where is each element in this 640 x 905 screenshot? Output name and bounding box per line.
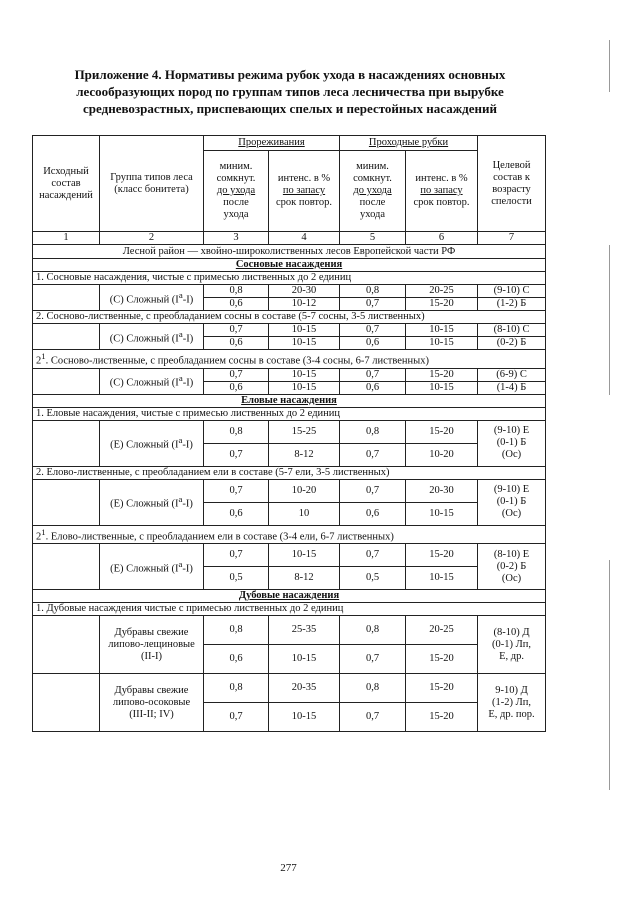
value-cell: 10-15 <box>269 703 340 732</box>
value-cell: 10-15 <box>406 381 478 394</box>
col-number: 3 <box>204 232 269 245</box>
value-cell: 0,6 <box>204 381 269 394</box>
table-row <box>33 368 546 381</box>
value-cell: 25-35 <box>269 616 340 645</box>
group-row <box>33 603 546 616</box>
value-cell: 10-12 <box>269 298 340 311</box>
target-cell: (8-10) Е (0-2) Б (Ос) <box>478 544 546 590</box>
header-row <box>33 136 546 151</box>
value-cell: 8-12 <box>269 443 340 466</box>
value-cell: 15-20 <box>406 544 478 567</box>
forest-type-cell: Дубравы свежие липово-осоковые (III-II; IV) <box>100 674 204 732</box>
value-cell: 0,8 <box>340 674 406 703</box>
col-number: 6 <box>406 232 478 245</box>
group-row <box>33 272 546 285</box>
table-row <box>33 479 546 502</box>
value-cell: 0,7 <box>340 479 406 502</box>
header-intensity: интенс. в % по запасу срок повтор. <box>269 151 340 232</box>
header-intensity: интенс. в % по запасу срок повтор. <box>406 151 478 232</box>
value-cell: 0,7 <box>340 544 406 567</box>
value-cell: 0,8 <box>204 674 269 703</box>
title-line: Приложение 4. Нормативы режима рубок ухода в насаждениях основных <box>74 67 506 82</box>
value-cell: 10-20 <box>269 479 340 502</box>
value-cell: 15-20 <box>406 298 478 311</box>
value-cell: 10-15 <box>269 381 340 394</box>
value-cell: 0,7 <box>204 443 269 466</box>
region-label: Лесной район — хвойно-широколиственных лесов Европейской части РФ <box>33 245 546 259</box>
value-cell: 0,7 <box>340 298 406 311</box>
scan-margin-line <box>609 560 610 790</box>
target-cell: (9-10) С <box>478 285 546 298</box>
table-row <box>33 674 546 703</box>
value-cell: 0,7 <box>204 544 269 567</box>
value-cell: 0,6 <box>204 337 269 350</box>
target-cell: (0-2) Б <box>478 337 546 350</box>
value-cell: 10-15 <box>269 645 340 674</box>
target-cell: (8-10) Д (0-1) Лп, Е, др. <box>478 616 546 674</box>
col-number: 7 <box>478 232 546 245</box>
header-min-closure: миним. сомкнут. до ухода после ухода <box>340 151 406 232</box>
value-cell: 15-20 <box>406 645 478 674</box>
value-cell: 20-25 <box>406 285 478 298</box>
section-row <box>33 259 546 272</box>
oak-group-1-title: 1. Дубовые насаждения чистые с примесью лиственных до 2 единиц <box>33 603 546 616</box>
value-cell: 10-15 <box>406 502 478 525</box>
pine-group-2-title: 2. Сосново-лиственные, с преобладанием сосны в составе (5-7 сосны, 3-5 лиственных) <box>33 311 546 324</box>
value-cell: 0,5 <box>204 567 269 590</box>
pine-section-title: Сосновые насаждения <box>33 259 546 272</box>
group-row <box>33 407 546 420</box>
target-cell: (9-10) Е (0-1) Б (Ос) <box>478 420 546 466</box>
column-number-row <box>33 232 546 245</box>
composition-cell <box>33 420 100 466</box>
value-cell: 0,5 <box>340 567 406 590</box>
value-cell: 10-15 <box>269 324 340 337</box>
value-cell: 15-25 <box>269 420 340 443</box>
forest-type-cell: (Е) Сложный $(I^а-I)$ <box>100 479 204 525</box>
col-number: 2 <box>100 232 204 245</box>
target-cell: (8-10) С <box>478 324 546 337</box>
value-cell: 0,8 <box>340 420 406 443</box>
spruce-group-2-title: 2. Елово-лиственные, с преобладанием ели в составе (5-7 ели, 3-5 лиственных) <box>33 466 546 479</box>
value-cell: 20-30 <box>406 479 478 502</box>
group-row <box>33 525 546 544</box>
value-cell: 10-15 <box>269 337 340 350</box>
value-cell: 15-20 <box>406 674 478 703</box>
value-cell: 15-20 <box>406 368 478 381</box>
col-number: 1 <box>33 232 100 245</box>
forest-type-cell: (С) Сложный $(I^а-I)$ <box>100 285 204 311</box>
value-cell: 0,7 <box>340 324 406 337</box>
value-cell: 0,7 <box>204 368 269 381</box>
section-row <box>33 590 546 603</box>
value-cell: 0,8 <box>340 616 406 645</box>
value-cell: 0,7 <box>340 443 406 466</box>
group-row <box>33 350 546 369</box>
target-cell: 9-10) Д (1-2) Лп, Е, др. пор. <box>478 674 546 732</box>
forest-type-cell: Дубравы свежие липово-лещиновые (II-I) <box>100 616 204 674</box>
spruce-group-1-title: 1. Еловые насаждения, чистые с примесью лиственных до 2 единиц <box>33 407 546 420</box>
value-cell: 0,6 <box>204 502 269 525</box>
value-cell: 0,7 <box>340 645 406 674</box>
value-cell: 10-15 <box>406 324 478 337</box>
header-thinning: Прореживания <box>204 136 340 151</box>
target-cell: (9-10) Е (0-1) Б (Ос) <box>478 479 546 525</box>
forest-type-cell: (Е) Сложный $(I^а-I)$ <box>100 544 204 590</box>
table-row <box>33 420 546 443</box>
value-cell: 20-30 <box>269 285 340 298</box>
scan-margin-line <box>609 245 610 395</box>
value-cell: 0,6 <box>204 298 269 311</box>
value-cell: 0,8 <box>204 285 269 298</box>
group-row <box>33 466 546 479</box>
value-cell: 0,7 <box>204 479 269 502</box>
header-target-composition: Целевой состав к возрасту спелости <box>478 136 546 232</box>
value-cell: 10-15 <box>406 567 478 590</box>
value-cell: 0,7 <box>204 703 269 732</box>
section-row <box>33 394 546 407</box>
composition-cell <box>33 324 100 350</box>
value-cell: 10-15 <box>269 368 340 381</box>
composition-cell <box>33 544 100 590</box>
value-cell: 0,7 <box>340 368 406 381</box>
pine-group-2-1-title: $2^1$. Сосново-лиственные, с преобладанием сосны в составе (3-4 сосны, 6-7 лиственных) <box>33 350 546 369</box>
composition-cell <box>33 368 100 394</box>
value-cell: 8-12 <box>269 567 340 590</box>
value-cell: 0,7 <box>340 703 406 732</box>
target-cell: (1-2) Б <box>478 298 546 311</box>
value-cell: 20-25 <box>406 616 478 645</box>
target-cell: (1-4) Б <box>478 381 546 394</box>
col-number: 4 <box>269 232 340 245</box>
pine-group-1-title: 1. Сосновые насаждения, чистые с примесью лиственных до 2 единиц <box>33 272 546 285</box>
value-cell: 10-20 <box>406 443 478 466</box>
value-cell: 0,6 <box>340 337 406 350</box>
value-cell: 0,6 <box>204 645 269 674</box>
value-cell: 0,8 <box>340 285 406 298</box>
value-cell: 0,8 <box>204 420 269 443</box>
table-row <box>33 324 546 337</box>
spruce-section-title: Еловые насаждения <box>33 394 546 407</box>
value-cell: 10 <box>269 502 340 525</box>
forest-type-cell: (С) Сложный $(I^а-I)$ <box>100 324 204 350</box>
scan-margin-line <box>609 40 610 92</box>
composition-cell <box>33 479 100 525</box>
header-initial-composition: Исходный состав насаждений <box>33 136 100 232</box>
document-title <box>30 66 550 117</box>
spruce-group-2-1-title: $2^1$. Елово-лиственные, с преобладанием ели в составе (3-4 ели, 6-7 лиственных) <box>33 525 546 544</box>
title-line: средневозрастных, приспевающих спелых и перестойных насаждений <box>83 101 497 116</box>
value-cell: 0,8 <box>204 616 269 645</box>
header-min-closure: миним. сомкнут. до ухода после ухода <box>204 151 269 232</box>
value-cell: 0,6 <box>340 502 406 525</box>
header-forest-type-group: Группа типов леса (класс бонитета) <box>100 136 204 232</box>
norms-table <box>32 135 546 732</box>
region-row <box>33 245 546 259</box>
value-cell: 20-35 <box>269 674 340 703</box>
oak-section-title: Дубовые насаждения <box>33 590 546 603</box>
table-row <box>33 616 546 645</box>
target-cell: (6-9) С <box>478 368 546 381</box>
value-cell: 15-20 <box>406 420 478 443</box>
page-number: 277 <box>280 862 297 874</box>
value-cell: 0,6 <box>340 381 406 394</box>
header-passage-cutting: Проходные рубки <box>340 136 478 151</box>
composition-cell <box>33 674 100 732</box>
value-cell: 15-20 <box>406 703 478 732</box>
forest-type-cell: (С) Сложный $(I^а-I)$ <box>100 368 204 394</box>
composition-cell <box>33 285 100 311</box>
table-row <box>33 544 546 567</box>
composition-cell <box>33 616 100 674</box>
group-row <box>33 311 546 324</box>
col-number: 5 <box>340 232 406 245</box>
title-line: лесообразующих пород по группам типов леса лесничества при вырубке <box>76 84 504 99</box>
forest-type-cell: (Е) Сложный $(I^а-I)$ <box>100 420 204 466</box>
value-cell: 10-15 <box>269 544 340 567</box>
value-cell: 10-15 <box>406 337 478 350</box>
value-cell: 0,7 <box>204 324 269 337</box>
table-row <box>33 285 546 298</box>
